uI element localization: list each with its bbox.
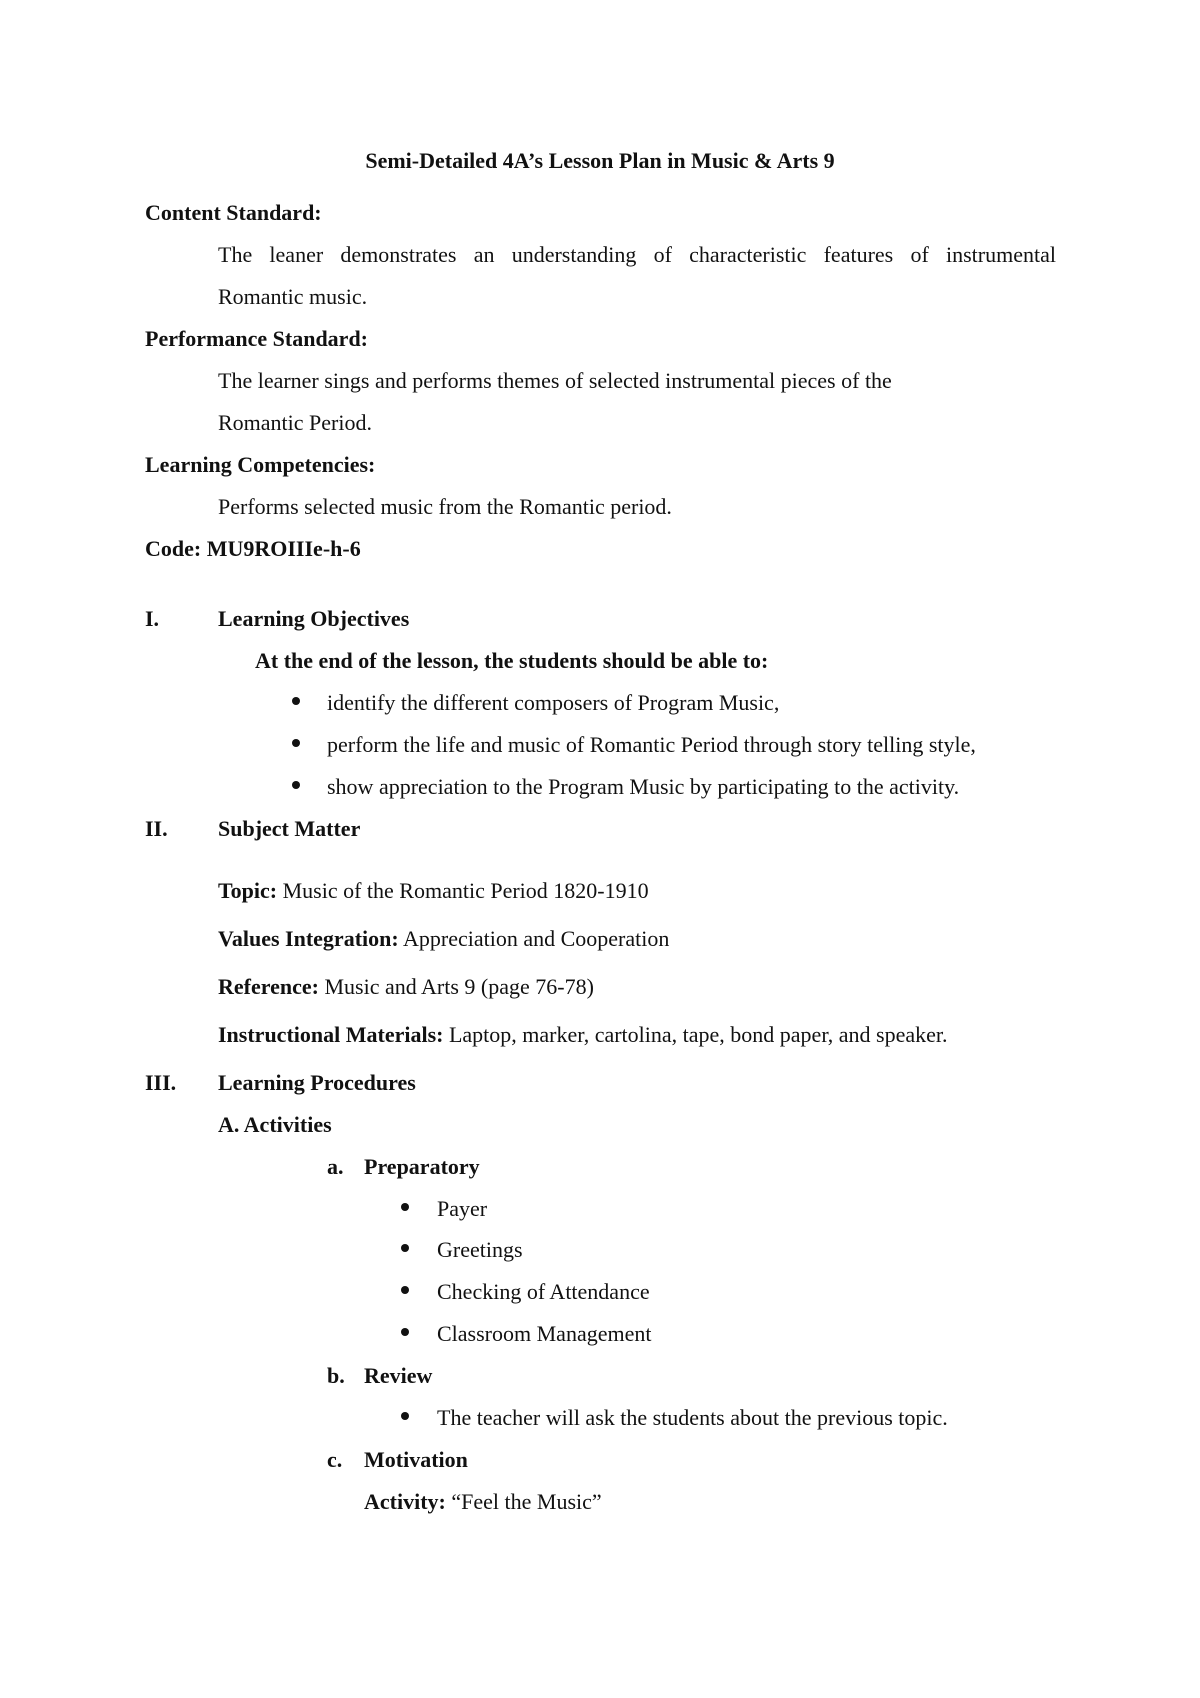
page-title: Semi-Detailed 4A’s Lesson Plan in Music & Arts 9 [365,148,835,173]
topic-row [218,877,649,905]
preparatory-item: Classroom Management [437,1321,652,1346]
preparatory-item: Checking of Attendance [437,1279,650,1304]
review-heading: Review [364,1363,433,1388]
preparatory-heading: Preparatory [364,1154,480,1179]
reference-row [218,973,594,1001]
values-row [218,925,669,953]
objectives-intro: At the end of the lesson, the students should be able to: [255,648,769,673]
content-standard-label: Content Standard: [145,200,322,225]
values-value: Appreciation and Cooperation [403,926,670,951]
section-1-heading: Learning Objectives [218,606,410,631]
learning-competencies-text: Performs selected music from the Romantic period. [218,494,672,519]
section-1-numeral: I. [145,606,160,631]
review-item: The teacher will ask the students about the previous topic. [437,1405,948,1430]
reference-value: Music and Arts 9 (page 76-78) [324,974,594,999]
bullet-icon [401,1412,409,1420]
bullet-icon [292,697,300,705]
content-standard-text-line2: Romantic music. [218,284,368,309]
objective-item: perform the life and music of Romantic Period through story telling style, [327,732,976,757]
activity-row [364,1488,602,1516]
motivation-heading: Motivation [364,1447,468,1472]
topic-label: Topic: [218,878,278,903]
bullet-icon [401,1328,409,1336]
activity-label: Activity: [364,1489,446,1514]
performance-standard-text-line2: Romantic Period. [218,410,372,435]
performance-standard-label: Performance Standard: [145,326,369,351]
competency-code: Code: MU9ROIIIe-h-6 [145,536,361,561]
learning-competencies-label: Learning Competencies: [145,452,376,477]
motivation-label: c. [327,1447,343,1472]
objective-item: identify the different composers of Program Music, [327,690,780,715]
activities-heading: A. Activities [218,1112,332,1137]
bullet-icon [401,1203,409,1211]
objective-item: show appreciation to the Program Music by participating to the activity. [327,774,960,799]
bullet-icon [401,1244,409,1252]
section-3-heading: Learning Procedures [218,1070,416,1095]
preparatory-item: Greetings [437,1237,523,1262]
activity-value: “Feel the Music” [451,1489,602,1514]
materials-value: Laptop, marker, cartolina, tape, bond paper, and speaker. [448,1022,948,1047]
topic-value: Music of the Romantic Period 1820-1910 [282,878,649,903]
materials-row [218,1021,948,1049]
review-label: b. [327,1363,345,1388]
bullet-icon [292,781,300,789]
bullet-icon [401,1286,409,1294]
section-3-numeral: III. [145,1070,177,1095]
content-standard-text-line1: The leaner demonstrates an understanding of characteristic features of instrumental [218,242,1056,267]
section-2-heading: Subject Matter [218,816,361,841]
preparatory-item: Payer [437,1196,488,1221]
performance-standard-text-line1: The learner sings and performs themes of selected instrumental pieces of the [218,368,892,393]
bullet-icon [292,739,300,747]
preparatory-label: a. [327,1154,344,1179]
section-2-numeral: II. [145,816,168,841]
values-label: Values Integration: [218,926,399,951]
reference-label: Reference: [218,974,319,999]
materials-label: Instructional Materials: [218,1022,444,1047]
